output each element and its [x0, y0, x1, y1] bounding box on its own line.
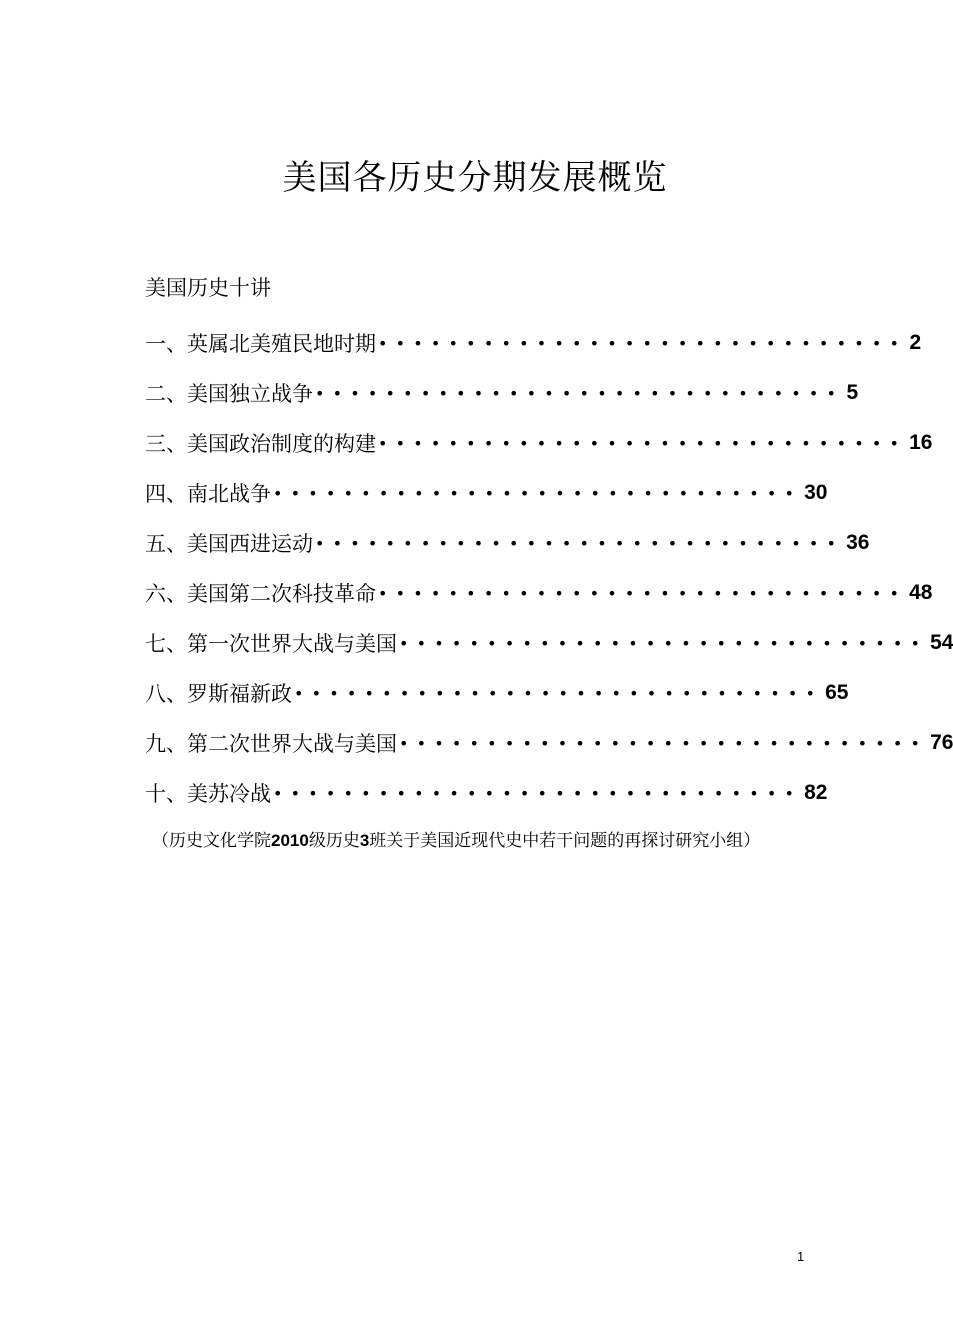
toc-entry [145, 618, 953, 668]
footnote [152, 826, 760, 851]
toc-entry-page: 65 [825, 681, 849, 704]
toc-dot-leader: •••••••••••••••••••••••••••••• [378, 333, 908, 353]
toc-entry-label: 七、第一次世界大战与美国 [145, 632, 397, 656]
toc-entry-label: 五、美国西进运动 [145, 532, 313, 556]
toc-dot-leader: •••••••••••••••••••••••••••••• [294, 683, 824, 703]
footnote-class-number: 3 [359, 831, 370, 850]
toc-entry-page: 16 [909, 431, 933, 454]
toc-entry-label: 九、第二次世界大战与美国 [145, 732, 397, 756]
toc-entry-label: 三、美国政治制度的构建 [145, 432, 376, 456]
toc-entry [145, 718, 953, 768]
toc-entry-page: 54 [930, 631, 953, 654]
toc-entry-page: 5 [846, 381, 859, 404]
toc-entry-label: 十、美苏冷战 [145, 782, 271, 806]
toc-entry-page: 30 [804, 481, 828, 504]
page-number: 1 [797, 1249, 805, 1264]
table-of-contents [145, 318, 953, 818]
toc-dot-leader: •••••••••••••••••••••••••••••• [378, 583, 908, 603]
toc-entry-label: 四、南北战争 [145, 482, 271, 506]
page-title: 美国各历史分期发展概览 [282, 158, 668, 198]
toc-entry [145, 368, 859, 418]
footnote-text-2: 级历史 [308, 831, 360, 851]
toc-entry [145, 318, 922, 368]
toc-dot-leader: •••••••••••••••••••••••••••••• [315, 533, 845, 553]
toc-entry-page: 48 [909, 581, 933, 604]
footnote-text-3: 班关于美国近现代史中若干问题的再探讨研究小组 [369, 831, 744, 851]
toc-entry [145, 568, 933, 618]
toc-entry-page: 36 [846, 531, 870, 554]
toc-entry-label: 一、英属北美殖民地时期 [145, 332, 376, 356]
footnote-text-1: 历史文化学院 [169, 831, 271, 851]
toc-dot-leader: •••••••••••••••••••••••••••••• [378, 433, 908, 453]
toc-entry-label: 二、美国独立战争 [145, 382, 313, 406]
toc-entry [145, 418, 933, 468]
toc-entry [145, 768, 828, 818]
toc-heading: 美国历史十讲 [145, 276, 271, 300]
footnote-year: 2010 [271, 831, 309, 850]
toc-entry-page: 76 [930, 731, 953, 754]
footnote-close-paren: ） [743, 831, 761, 851]
toc-entry [145, 668, 849, 718]
toc-entry-page: 82 [804, 781, 828, 804]
toc-entry-label: 六、美国第二次科技革命 [145, 582, 376, 606]
toc-entry-page: 2 [909, 331, 922, 354]
toc-dot-leader: •••••••••••••••••••••••••••••• [273, 483, 803, 503]
toc-entry [145, 518, 870, 568]
toc-dot-leader: •••••••••••••••••••••••••••••• [315, 383, 845, 403]
toc-dot-leader: •••••••••••••••••••••••••••••• [273, 783, 803, 803]
toc-dot-leader: •••••••••••••••••••••••••••••• [399, 733, 929, 753]
toc-dot-leader: •••••••••••••••••••••••••••••• [399, 633, 929, 653]
toc-entry [145, 468, 828, 518]
toc-entry-label: 八、罗斯福新政 [145, 682, 292, 706]
footnote-open-paren: （ [152, 831, 169, 851]
